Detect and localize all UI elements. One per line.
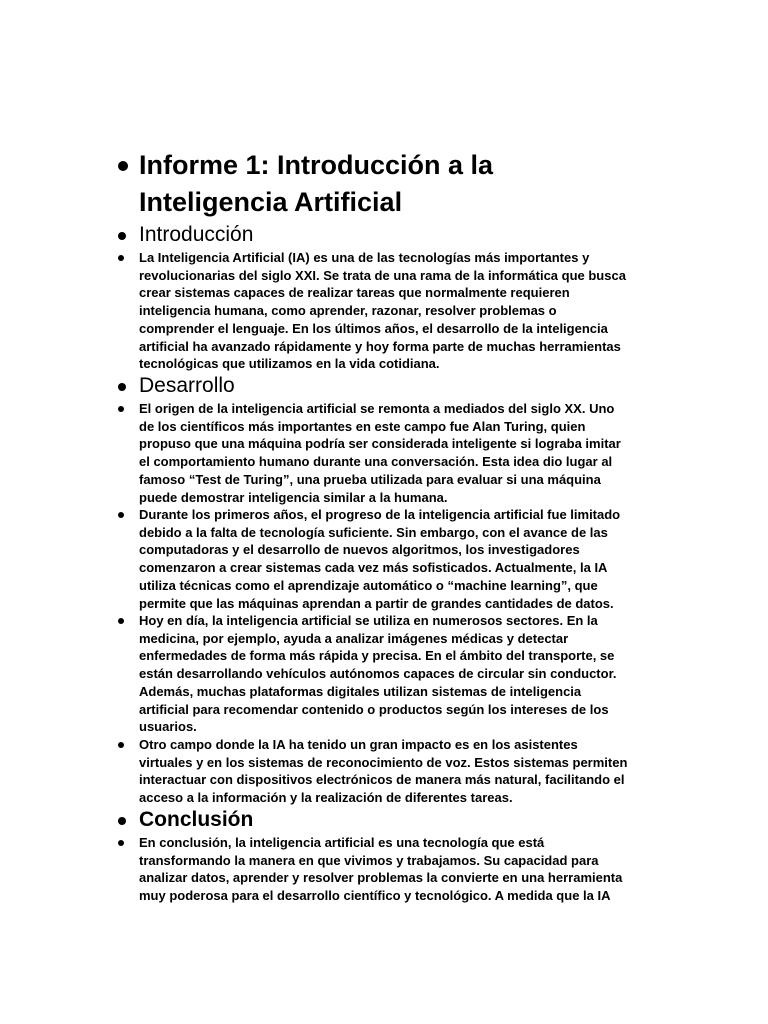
bullet-icon: [118, 512, 124, 518]
paragraph-line: permite que las máquinas aprendan a partir de grandes cantidades de datos.: [139, 595, 614, 611]
paragraph-line: analizar datos, aprender y resolver problemas la convierte en una herramienta: [139, 870, 623, 886]
paragraph-line: Durante los primeros años, el progreso de la inteligencia artificial fue limitado: [139, 507, 621, 522]
paragraph-line: el comportamiento humano durante una conversación. Esta idea dio lugar al: [139, 454, 613, 470]
paragraph-line: computadoras y el desarrollo de nuevos algoritmos, los investigadores: [139, 542, 580, 558]
bullet-icon: [118, 232, 126, 240]
section-heading-introduccion: Introducción: [139, 223, 254, 246]
paragraph-line: El origen de la inteligencia artificial se remonta a mediados del siglo XX. Uno: [139, 401, 615, 416]
paragraph-line: virtuales y en los sistemas de reconocimiento de voz. Estos sistemas permiten: [139, 754, 628, 770]
paragraph-line: propuso que una máquina podría ser considerada inteligente si lograba imitar: [139, 436, 621, 452]
section-heading-conclusion: Conclusión: [139, 808, 254, 831]
paragraph-line: artificial ha avanzado rápidamente y hoy forma parte de muchas herramientas: [139, 338, 621, 354]
paragraph-line: comprender el lenguaje. En los últimos años, el desarrollo de la inteligencia: [139, 320, 608, 336]
bullet-icon: [118, 742, 124, 748]
bullet-icon: [118, 817, 126, 825]
paragraph-line: puede demostrar inteligencia similar a la humana.: [139, 489, 448, 505]
paragraph-line: usuarios.: [139, 719, 197, 735]
paragraph-line: transformando la manera en que vivimos y trabajamos. Su capacidad para: [139, 852, 599, 868]
paragraph-line: debido a la falta de tecnología suficiente. Sin embargo, con el avance de las: [139, 524, 608, 540]
bullet-icon: [118, 255, 124, 261]
paragraph-desarrollo-2: [139, 506, 620, 612]
paragraph-line: acceso a la información y la realización de diferentes tareas.: [139, 790, 513, 806]
paragraph-line: están desarrollando vehículos autónomos capaces de circular sin conductor.: [139, 666, 617, 682]
paragraph-line: medicina, por ejemplo, ayuda a analizar imágenes médicas y detectar: [139, 630, 569, 646]
bullet-icon: [118, 618, 124, 624]
document-title: [139, 147, 493, 221]
paragraph-line: crear sistemas capaces de realizar tareas que normalmente requieren: [139, 285, 570, 301]
title-line: Inteligencia Artificial: [139, 187, 403, 217]
paragraph-line: enfermedades de forma más rápida y precisa. En el ámbito del transporte, se: [139, 648, 615, 664]
paragraph-line: revolucionarias del siglo XXI. Se trata de una rama de la informática que busca: [139, 267, 626, 283]
paragraph-line: utiliza técnicas como el aprendizaje automático o “machine learning”, que: [139, 577, 598, 593]
title-line: Informe 1: Introducción a la: [139, 150, 494, 180]
paragraph-desarrollo-4: [139, 736, 627, 807]
paragraph-line: Otro campo donde la IA ha tenido un gran impacto es en los asistentes: [139, 737, 578, 752]
paragraph-line: comenzaron a crear sistemas cada vez más sofisticados. Actualmente, la IA: [139, 560, 608, 576]
bullet-icon: [118, 406, 124, 412]
paragraph-line: inteligencia humana, como aprender, razonar, resolver problemas o: [139, 303, 557, 319]
paragraph-desarrollo-3: [139, 612, 617, 736]
paragraph-line: interactuar con dispositivos electrónicos de manera más natural, facilitando el: [139, 772, 625, 788]
paragraph-conclusion: [139, 834, 622, 905]
bullet-icon: [118, 161, 128, 171]
section-heading-desarrollo: Desarrollo: [139, 374, 235, 397]
paragraph-line: artificial para recomendar contenido o productos según los intereses de los: [139, 701, 609, 717]
paragraph-introduccion: [139, 249, 626, 373]
bullet-icon: [118, 840, 124, 846]
paragraph-line: muy poderosa para el desarrollo científico y tecnológico. A medida que la IA: [139, 888, 611, 904]
bullet-icon: [118, 383, 126, 391]
paragraph-line: La Inteligencia Artificial (IA) es una de las tecnologías más importantes y: [139, 250, 590, 265]
paragraph-line: Hoy en día, la inteligencia artificial se utiliza en numerosos sectores. En la: [139, 613, 598, 628]
paragraph-line: famoso “Test de Turing”, una prueba utilizada para evaluar si una máquina: [139, 471, 601, 487]
paragraph-line: de los científicos más importantes en este campo fue Alan Turing, quien: [139, 418, 586, 434]
paragraph-line: Además, muchas plataformas digitales utilizan sistemas de inteligencia: [139, 683, 582, 699]
paragraph-line: En conclusión, la inteligencia artificial es una tecnología que está: [139, 835, 545, 850]
paragraph-line: tecnológicas que utilizamos en la vida cotidiana.: [139, 356, 440, 372]
paragraph-desarrollo-1: [139, 400, 621, 506]
